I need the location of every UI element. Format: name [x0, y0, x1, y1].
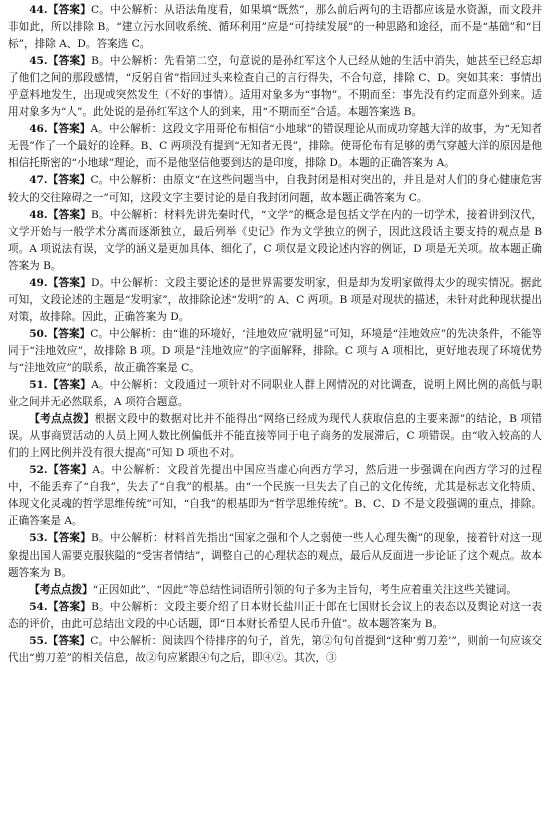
answer-explanation: A。中公解析：文段首先提出中国应当虚心向西方学习，然后进一步强调在向西方学习的过程中，不能丢弃了“自我”，失去了“自我”的根基。由“一个民族一旦失去了自己的文化传统，尤其是标志文化特质、体现文化灵魂的哲学思维传统”可知，“自我”的根基即为“哲学思维传统”。B、C、D 不是文段强调的重点，排除。正确答案是 A。: [8, 464, 542, 528]
answer-explanation: B。中公解析：材料首先指出“国家之强和个人之弱使一些人心理失衡”的现象，接着针对这一现象提出国人需要克服狭隘的“受害者情结”，调整自己的心理状态的观点，最后从反面进一步论证了这个观点。故本题答案为 B。: [8, 532, 542, 579]
answer-explanation: C。中公解析：阅读四个待排序的句子，首先，第②句句首提到“这种‘剪刀差’”，则前一句应该交代出“剪刀差”的相关信息，故②句应紧跟④句之后，即④②。其次，③: [8, 634, 542, 664]
answer-item-47: [8, 172, 542, 206]
answer-explanation: D。中公解析：文段主要论述的是世界需要发明家，但是却为发明家做得太少的现实情况。据此可知，文段论述的主题是“发明家”，故排除论述“发明”的 A、C 两项。B 项是对现状的描述，未针对此种现状提出对策，故排除。因此，正确答案为 D。: [8, 276, 542, 323]
tip-tag: 【考点点拨】: [29, 413, 95, 426]
answer-label: 44.【答案】: [29, 4, 91, 16]
tip-text: “正因如此”、“因此”等总结性词语所引领的句子多为主旨句，考生应着重关注这些关键词。: [92, 583, 517, 596]
answer-explanation: A。中公解析：文段通过一项针对不同职业人群上网情况的对比调查，说明上网比例的高低与职业之间并无必然联系，A 项符合题意。: [8, 379, 542, 409]
answer-explanation: B。中公解析：材料先讲先秦时代，“文学”的概念是包括文学在内的一切学术，接着讲到汉代，文学开始与一般学术分离而逐渐独立，最后列举《史记》作为文学独立的例子，因此这段话主要支持的观点是 B 项。A 项说法有误，文学的涵义是更加具体、细化了，C 项仅是文段论述内容的例证，D 项是无关项。故本题正确答案为 B。: [8, 208, 542, 272]
answer-item-54: [8, 599, 542, 633]
answer-explanation: B。中公解析：先看第二空，句意说的是孙红军这个人已经从她的生活中消失，她甚至已经忘却了他们之间的那段感情，“反躬自省”指回过头来检查自己的言行得失，不合句意，排除 C、D。突如其来：事情出乎意料地发生，出现或突然发生（不好的事情）。适用对象多为“事物”。不期而至：事先没有约定而意外到来。适用对象多为“人”。此处说的是孙红军这个人的到来，用“不期而至”合适。本题答案选 B。: [8, 55, 543, 119]
answer-explanation: C。中公解析：由原文“在这些问题当中，自我封闭是相对突出的，并且是对人们的身心健康危害较大的交往障碍之一”可知，这段文字主要讨论的是自我封闭问题，故本题正确答案为 C。: [8, 174, 542, 204]
answer-label: 55.【答案】: [29, 634, 91, 647]
tip-text: 根据文段中的数据对比并不能得出“网络已经成为现代人获取信息的主要来源”的结论，B 项错误。从事商贸活动的人员上网人数比例偏低并不能直接等同于电子商务的发展滞后，C 项错误。由“收入较高的人们的上网比例并没有很大提高”可知 D 项也不对。: [8, 413, 543, 460]
answer-item-46: [8, 121, 542, 172]
answer-label: 50.【答案】: [29, 327, 91, 340]
answer-label: 46.【答案】: [29, 123, 91, 136]
answer-label: 47.【答案】: [29, 174, 91, 187]
key-point-tip: [8, 582, 542, 599]
answer-explanation: C。中公解析：由“谁的环境好，‘洼地效应’就明显”可知，环境是“洼地效应”的先决条件，不能等同于“洼地效应”，故排除 B 项。D 项是“洼地效应”的字面解释，排除。C 项与 A 项相比，更好地表现了环境优势与“洼地效应”的联系，故正确答案是 C。: [8, 327, 542, 374]
answer-label: 54.【答案】: [29, 600, 92, 613]
answer-label: 52.【答案】: [29, 464, 93, 477]
answer-item-55: [8, 633, 542, 667]
answer-item-44: [8, 2, 542, 53]
answer-label: 45.【答案】: [29, 55, 92, 68]
answer-explanation: C。中公解析：从语法角度看，如果填“既然”，那么前后两句的主语都应该是水资源，而文段并非如此，所以排除 B。“建立污水回收系统、循环利用”应是“可持续发展”的一种思路和途径，而不是“基础”和“目标”，排除 A、D。答案选 C。: [8, 4, 542, 51]
answer-item-53: [8, 530, 542, 581]
answer-item-48: [8, 207, 542, 275]
key-point-tip: [8, 411, 542, 462]
answer-item-50: [8, 326, 542, 377]
answer-item-51: [8, 377, 542, 411]
answer-label: 49.【答案】: [29, 276, 91, 289]
answer-label: 53.【答案】: [29, 532, 92, 545]
answer-explanation: B。中公解析：文段主要介绍了日本财长盐川正十郎在七国财长会议上的表态以及舆论对这一表态的评价，由此可总结出文段的中心话题，即“日本财长希望人民币升值”。故本题答案为 B。: [8, 600, 543, 630]
tip-tag: 【考点点拨】: [29, 583, 93, 596]
answer-item-52: [8, 462, 542, 530]
answer-label: 48.【答案】: [29, 208, 92, 221]
answer-explanation: A。中公解析：这段文字用哥伦布相信“小地球”的错误理论从而成功穿越大洋的故事，为“无知者无畏”作了一个最好的诠释。B、C 两项没有提到“无知者无畏”，排除。使哥伦布有足够的勇气穿越大洋的原因是他相信托斯密的“小地球”理论，而不是他坚信他要到达的是印度，排除 D。本题的正确答案为 A。: [8, 123, 542, 170]
answer-label: 51.【答案】: [29, 379, 92, 392]
answer-item-45: [8, 53, 542, 121]
answer-item-49: [8, 275, 542, 326]
